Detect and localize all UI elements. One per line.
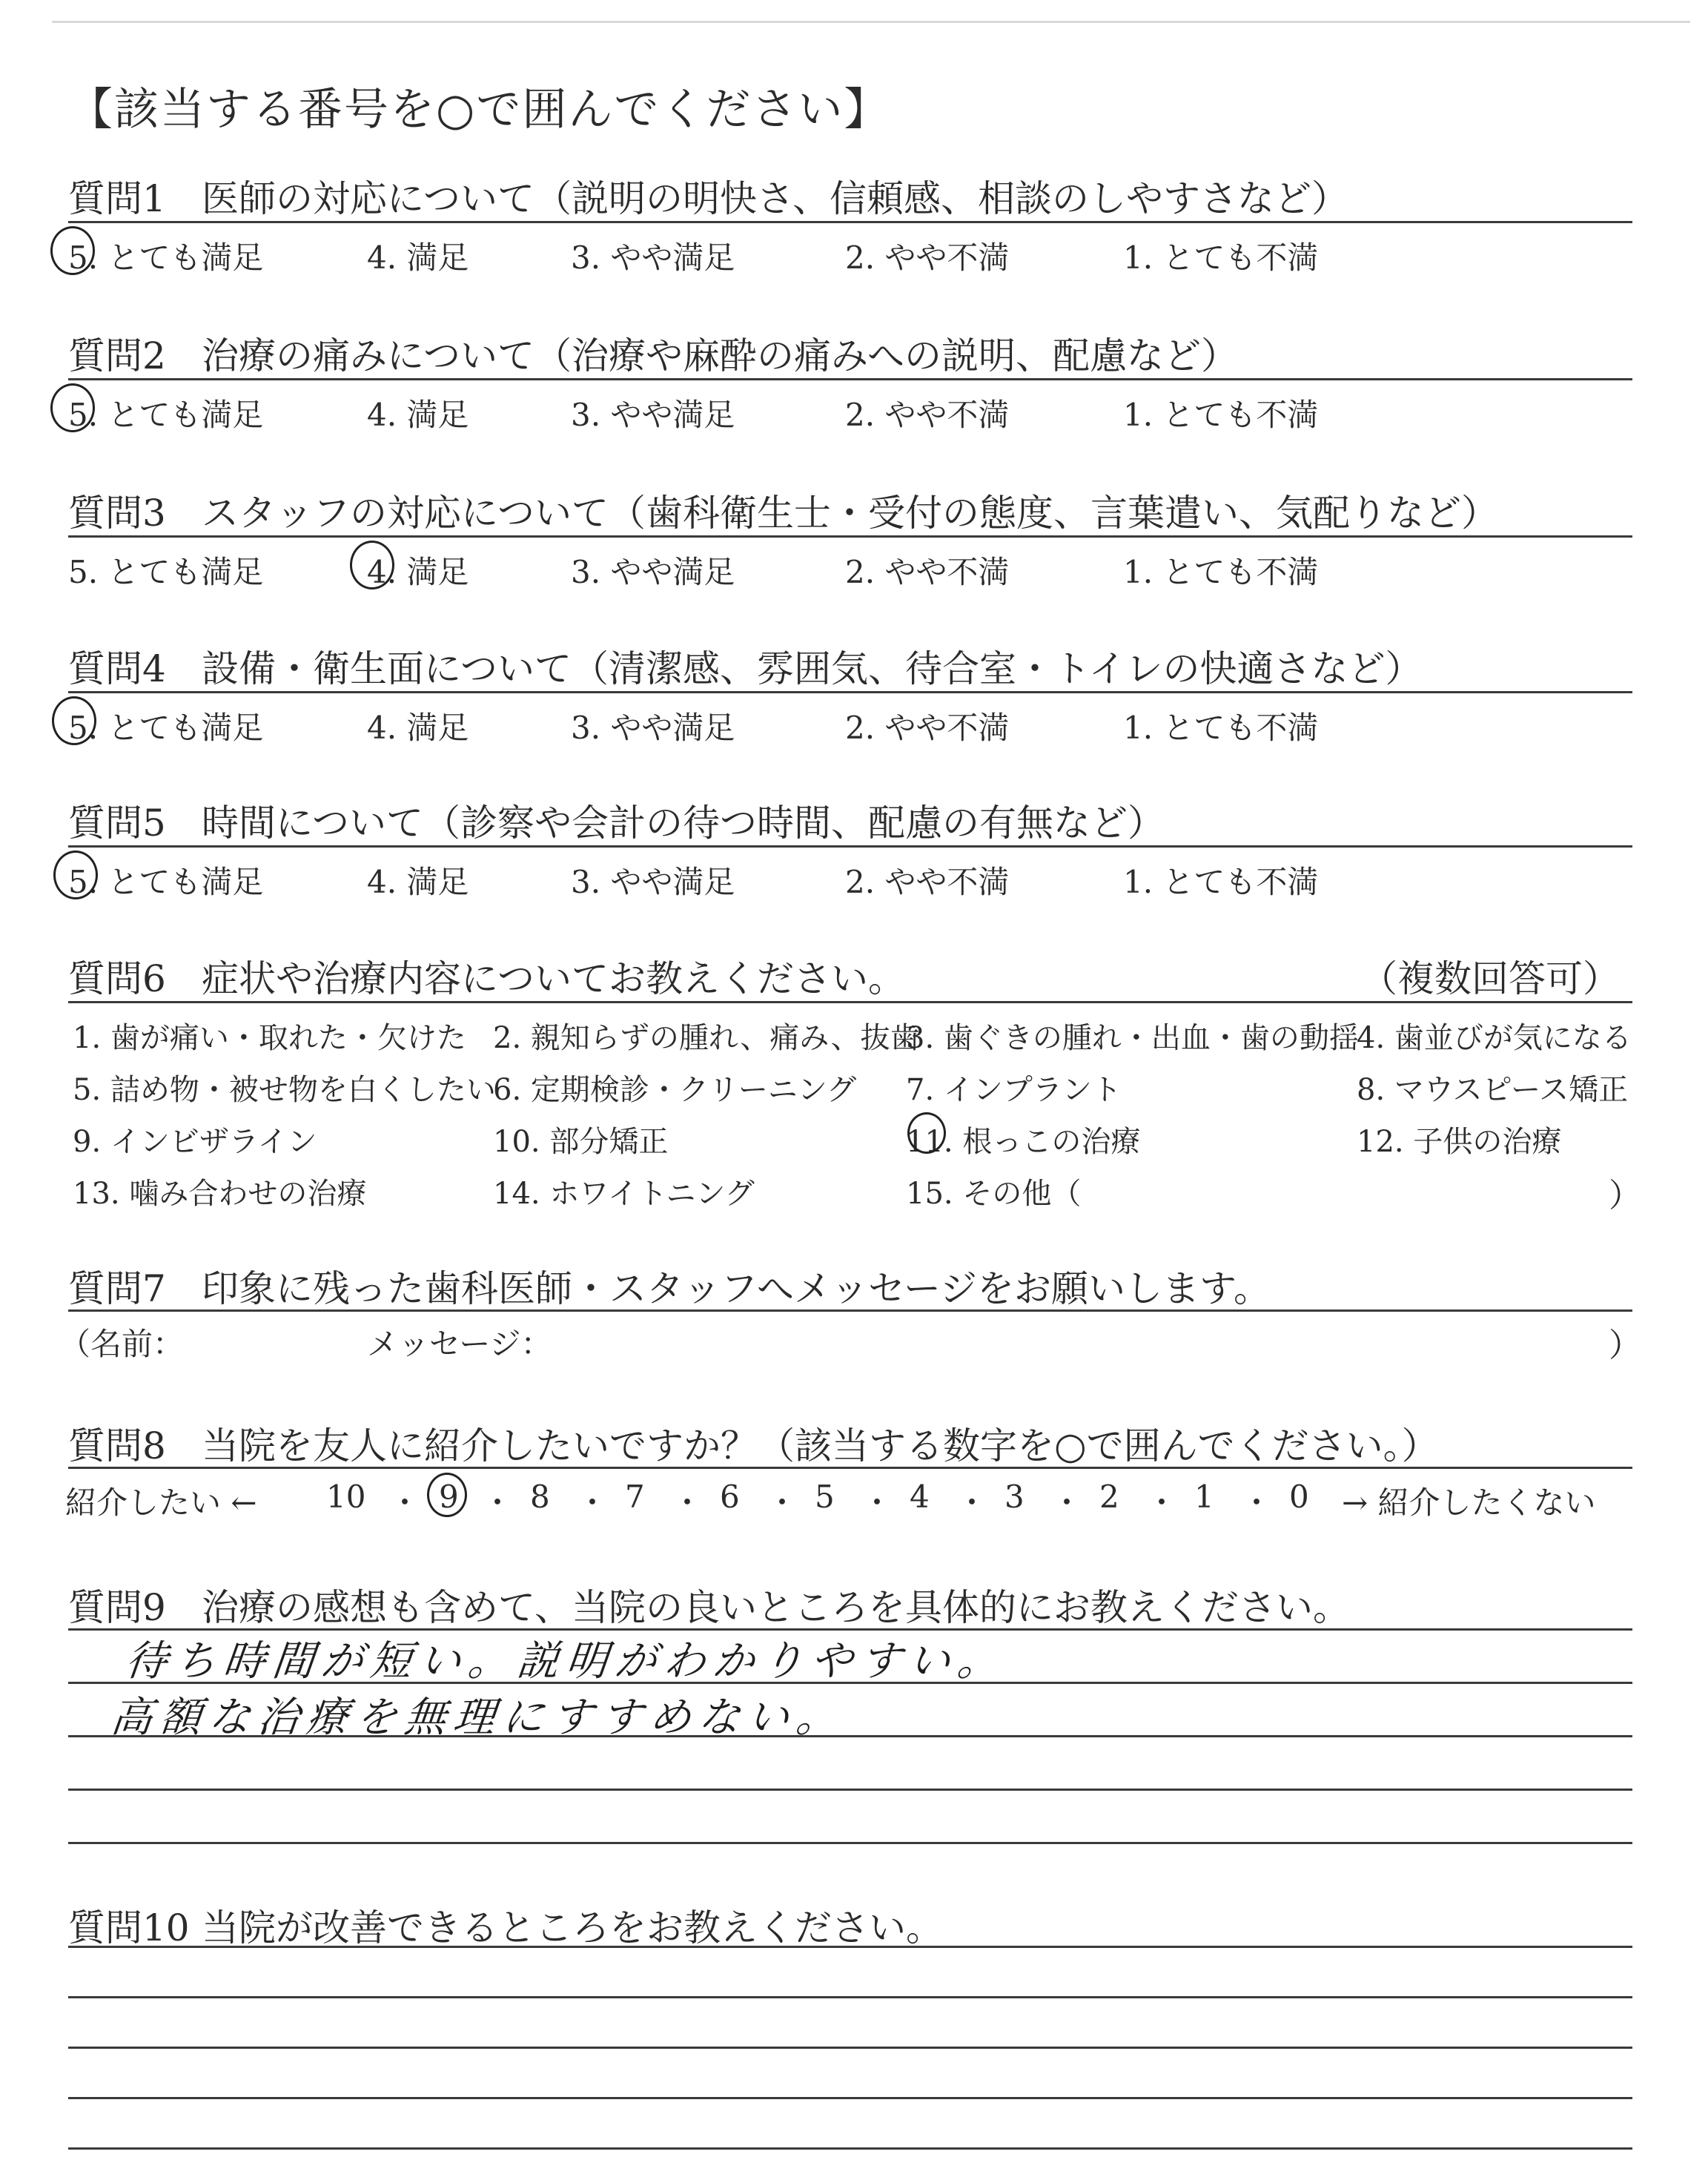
q1-text: 医師の対応について（説明の明快さ、信頼感、相談のしやすさなど） — [202, 177, 1348, 220]
q7-text: 印象に残った歯科医師・スタッフへメッセージをお願いします。 — [202, 1267, 1271, 1310]
q5-option-1[interactable]: 1. とても不満 — [1123, 864, 1319, 900]
q5-selected-circle — [53, 851, 98, 899]
q8-scale-5[interactable]: 5 — [815, 1479, 835, 1515]
q7-message-label: メッセージ： — [367, 1326, 552, 1362]
q8-selected-circle — [427, 1473, 467, 1517]
q3-selected-circle — [350, 541, 394, 589]
q6-option-7[interactable]: 7. インプラント — [906, 1073, 1122, 1107]
q7-close-paren: ） — [1609, 1327, 1641, 1364]
q5-option-5[interactable]: 5. とても満足 — [68, 864, 264, 900]
q8-sep: ・ — [1241, 1484, 1273, 1521]
q8-sep: ・ — [482, 1484, 514, 1521]
q4-rule — [68, 691, 1632, 693]
q2-option-4[interactable]: 4. 満足 — [367, 397, 469, 433]
q2-rule — [68, 378, 1632, 380]
q3-option-5[interactable]: 5. とても満足 — [68, 554, 264, 590]
q4-option-2[interactable]: 2. やや不満 — [845, 710, 1010, 746]
q2-option-2[interactable]: 2. やや不満 — [845, 397, 1010, 433]
q6-option-13[interactable]: 13. 噛み合わせの治療 — [73, 1177, 367, 1211]
q2-text: 治療の痛みについて（治療や麻酔の痛みへの説明、配慮など） — [202, 334, 1238, 377]
q3-label: 質問3 — [68, 492, 166, 535]
q4-option-3[interactable]: 3. やや満足 — [571, 710, 735, 746]
q2-label: 質問2 — [68, 334, 166, 377]
q8-scale-9[interactable]: 9 — [439, 1479, 459, 1515]
q10-label: 質問10 — [68, 1906, 190, 1949]
q6-option-6[interactable]: 6. 定期検診・クリーニング — [493, 1073, 857, 1107]
q6-text: 症状や治療内容についてお教えください。 — [202, 957, 905, 1000]
q10-line-2 — [68, 1996, 1632, 1998]
q9-line-4 — [68, 1789, 1632, 1791]
q6-rule — [68, 1001, 1632, 1003]
q8-sep: ・ — [389, 1484, 421, 1521]
q8-sep: ・ — [767, 1484, 798, 1521]
q8-scale-2[interactable]: 2 — [1099, 1479, 1119, 1515]
q4-option-1[interactable]: 1. とても不満 — [1123, 710, 1319, 746]
q8-right-label: → 紹介したくない — [1342, 1484, 1596, 1521]
q6-multiple-note: （複数回答可） — [1360, 957, 1620, 1000]
q6-label: 質問6 — [68, 957, 166, 1000]
q8-sep: ・ — [672, 1484, 704, 1521]
q8-sep: ・ — [861, 1484, 893, 1521]
q3-rule — [68, 535, 1632, 538]
q7-label: 質問7 — [68, 1267, 166, 1310]
q1-option-5[interactable]: 5. とても満足 — [68, 240, 264, 276]
q2-option-5[interactable]: 5. とても満足 — [68, 397, 264, 433]
q1-rule — [68, 221, 1632, 223]
q8-text: 当院を友人に紹介したいですか？（該当する数字を○で囲んでください。） — [202, 1424, 1439, 1467]
q7-name-label: （名前： — [59, 1326, 185, 1362]
q9-label: 質問9 — [68, 1586, 166, 1629]
q4-option-4[interactable]: 4. 満足 — [367, 710, 469, 746]
q10-text: 当院が改善できるところをお教えください。 — [202, 1906, 943, 1949]
q6-option-11[interactable]: 11. 根っこの治療 — [906, 1125, 1141, 1159]
q5-option-3[interactable]: 3. やや満足 — [571, 864, 735, 900]
q8-sep: ・ — [1146, 1484, 1178, 1521]
q1-selected-circle — [50, 226, 95, 275]
q7-rule — [68, 1309, 1632, 1312]
q6-option-8[interactable]: 8. マウスピース矯正 — [1357, 1073, 1629, 1107]
q5-label: 質問5 — [68, 802, 166, 845]
q5-option-4[interactable]: 4. 満足 — [367, 864, 469, 900]
q1-option-2[interactable]: 2. やや不満 — [845, 240, 1010, 276]
q6-option-9[interactable]: 9. インビザライン — [73, 1125, 317, 1159]
q8-label: 質問8 — [68, 1424, 166, 1467]
q8-scale-6[interactable]: 6 — [720, 1479, 740, 1515]
q6-selected-circle — [907, 1112, 946, 1154]
q8-scale-10[interactable]: 10 — [326, 1479, 366, 1515]
q6-option-1[interactable]: 1. 歯が痛い・取れた・欠けた — [73, 1021, 466, 1055]
q6-option-2[interactable]: 2. 親知らずの腫れ、痛み、抜歯 — [493, 1021, 920, 1055]
q8-scale-1[interactable]: 1 — [1194, 1479, 1214, 1515]
q9-handwritten-line-2: 高額な治療を無理にすすめない。 — [108, 1694, 848, 1742]
q6-option-10[interactable]: 10. 部分矯正 — [493, 1125, 669, 1159]
q3-text: スタッフの対応について（歯科衛生士・受付の態度、言葉遣い、気配りなど） — [202, 492, 1498, 535]
q1-label: 質問1 — [68, 177, 166, 220]
q1-option-1[interactable]: 1. とても不満 — [1123, 240, 1319, 276]
q5-rule — [68, 845, 1632, 848]
q8-sep: ・ — [577, 1484, 609, 1521]
q6-option-5[interactable]: 5. 詰め物・被せ物を白くしたい — [73, 1073, 496, 1107]
q8-left-label: 紹介したい ← — [65, 1484, 257, 1521]
q5-text: 時間について（診察や会計の待つ時間、配慮の有無など） — [202, 802, 1165, 845]
q3-option-2[interactable]: 2. やや不満 — [845, 554, 1010, 590]
q6-option-12[interactable]: 12. 子供の治療 — [1357, 1125, 1562, 1159]
q9-text: 治療の感想も含めて、当院の良いところを具体的にお教えください。 — [202, 1586, 1350, 1629]
q4-option-5[interactable]: 5. とても満足 — [68, 710, 264, 746]
scan-top-edge — [52, 21, 1690, 23]
q8-rule — [68, 1467, 1632, 1469]
q10-line-1 — [68, 1946, 1632, 1948]
q2-option-3[interactable]: 3. やや満足 — [571, 397, 735, 433]
q9-handwritten-line-1: 待ち時間が短い。説明がわかりやすい。 — [123, 1637, 1009, 1685]
q8-scale-8[interactable]: 8 — [530, 1479, 550, 1515]
q4-text: 設備・衛生面について（清潔感、雰囲気、待合室・トイレの快適さなど） — [202, 647, 1423, 690]
q5-option-2[interactable]: 2. やや不満 — [845, 864, 1010, 900]
q1-option-3[interactable]: 3. やや満足 — [571, 240, 735, 276]
q10-line-5 — [68, 2147, 1632, 2150]
q6-option-4[interactable]: 4. 歯並びが気になる — [1357, 1021, 1632, 1055]
q2-selected-circle — [50, 383, 95, 432]
q6-other-close-paren: ） — [1609, 1177, 1641, 1215]
q9-line-5 — [68, 1842, 1632, 1844]
q8-scale-0[interactable]: 0 — [1289, 1479, 1309, 1515]
q1-option-4[interactable]: 4. 満足 — [367, 240, 469, 276]
q4-label: 質問4 — [68, 647, 166, 690]
q3-option-3[interactable]: 3. やや満足 — [571, 554, 735, 590]
q3-option-4[interactable]: 4. 満足 — [367, 554, 469, 590]
q8-sep: ・ — [956, 1484, 988, 1521]
q10-line-3 — [68, 2047, 1632, 2049]
q6-option-3[interactable]: 3. 歯ぐきの腫れ・出血・歯の動揺 — [906, 1021, 1359, 1055]
form-title: 【該当する番号を○で囲んでください】 — [68, 84, 890, 136]
q4-selected-circle — [52, 696, 96, 745]
q3-option-1[interactable]: 1. とても不満 — [1123, 554, 1319, 590]
q6-option-15[interactable]: 15. その他（ — [906, 1177, 1082, 1211]
q10-line-4 — [68, 2097, 1632, 2099]
q8-sep: ・ — [1051, 1484, 1083, 1521]
q8-scale-7[interactable]: 7 — [625, 1479, 645, 1515]
q8-scale-4[interactable]: 4 — [910, 1479, 930, 1515]
q8-scale-3[interactable]: 3 — [1004, 1479, 1025, 1515]
q2-option-1[interactable]: 1. とても不満 — [1123, 397, 1319, 433]
q6-option-14[interactable]: 14. ホワイトニング — [493, 1177, 755, 1211]
